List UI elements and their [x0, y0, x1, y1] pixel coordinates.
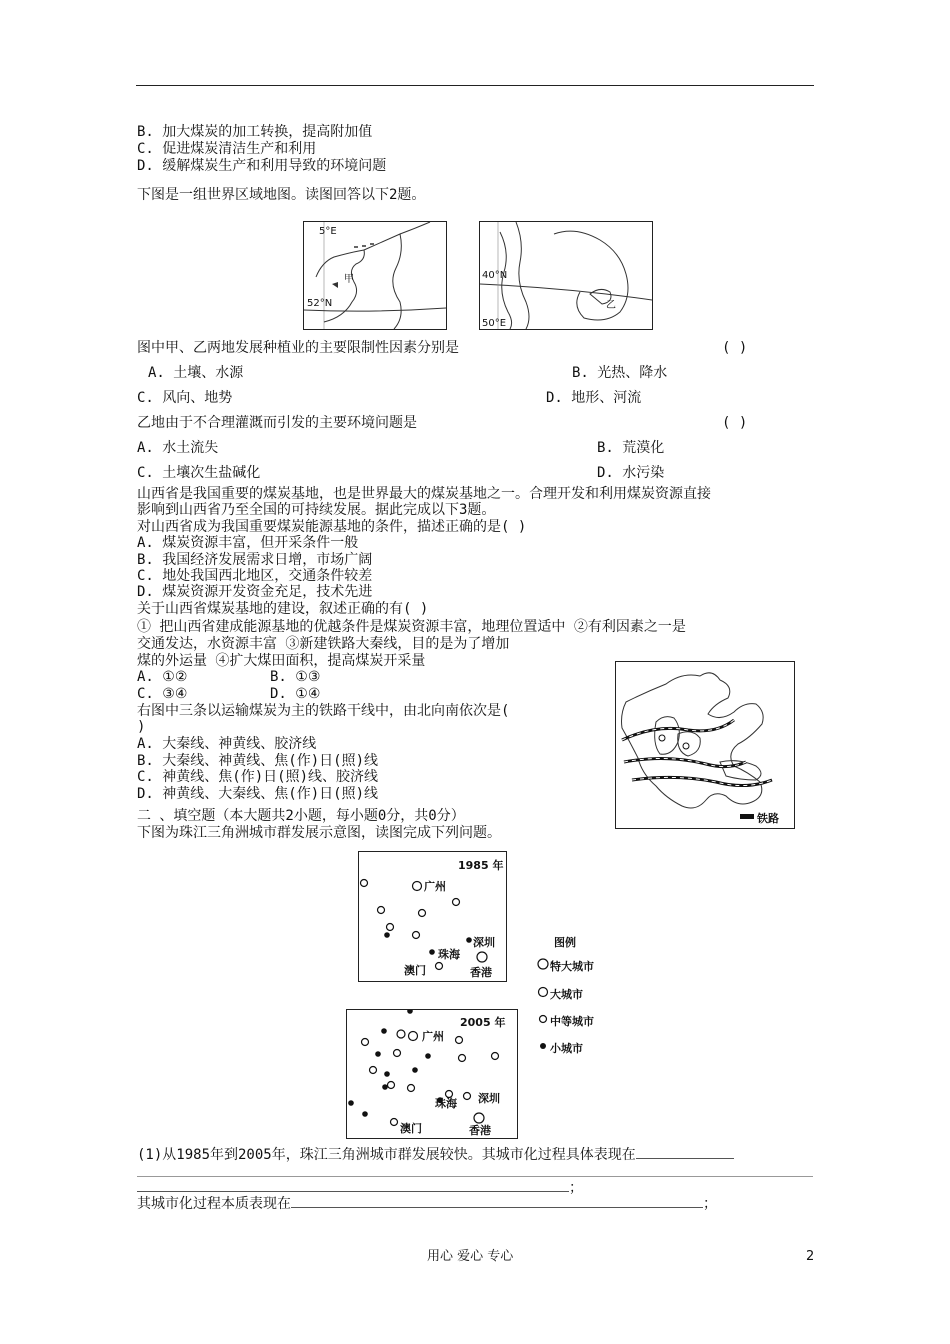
q5-stem-close: ) [137, 719, 146, 735]
q3-option-c: C. 地处我国西北地区，交通条件较差 [137, 568, 373, 584]
prd-legend [534, 930, 624, 1060]
answer-blank-3[interactable] [291, 1195, 703, 1208]
prd-map-2005 [346, 1009, 518, 1139]
prd-1985-macau: 澳门 [404, 964, 426, 977]
q2-paren: ( ) [722, 415, 748, 431]
map-right-lon: 50°E [482, 318, 507, 329]
q5-option-c: C. 神黄线、焦(作)日(照)线、胶济线 [137, 769, 379, 785]
q3-option-a: A. 煤炭资源丰富，但开采条件一般 [137, 535, 359, 551]
q4-stem: 关于山西省煤炭基地的建设，叙述正确的有( ) [137, 601, 429, 617]
q4-option-c: C. ③④ [137, 686, 188, 702]
map-right-label: 乙 [606, 300, 616, 311]
q5-option-b: B. 大秦线、神黄线、焦(作)日(照)线 [137, 753, 379, 769]
option-d: D. 缓解煤炭生产和利用导致的环境问题 [137, 158, 387, 174]
prd-2005-hongkong: 香港 [469, 1124, 491, 1137]
q4-option-a: A. ①② [137, 669, 188, 685]
q2-option-b: B. 荒漠化 [597, 440, 665, 456]
q4-line-2: 交通发达，水资源丰富 ③新建铁路大秦线，目的是为了增加 [137, 636, 510, 652]
option-b: B. 加大煤炭的加工转换，提高附加值 [137, 124, 373, 140]
q2-stem: 乙地由于不合理灌溉而引发的主要环境问题是 [137, 415, 417, 431]
q1-option-d: D. 地形、河流 [546, 390, 642, 406]
legend-mega-city: 特大城市 [550, 960, 594, 973]
map-left-label: 甲 [344, 274, 354, 285]
fill-question-2-text: 其城市化过程本质表现在 [137, 1196, 291, 1212]
legend-title: 图例 [554, 936, 576, 949]
prd-1985-year: 1985 年 [458, 859, 504, 872]
q1-option-b: B. 光热、降水 [572, 365, 668, 381]
q1-option-a: A. 土壤、水源 [148, 365, 244, 381]
q5-stem: 右图中三条以运输煤炭为主的铁路干线中，由北向南依次是( [137, 703, 510, 719]
q3-option-d: D. 煤炭资源开发资金充足，技术先进 [137, 584, 373, 600]
prd-1985-zhuhai: 珠海 [438, 948, 460, 961]
legend-large-city: 大城市 [550, 988, 583, 1001]
fill-question-1-text: (1)从1985年到2005年，珠江三角洲城市群发展较快。其城市化过程具体表现在 [137, 1147, 636, 1163]
prd-2005-zhuhai: 珠海 [435, 1097, 457, 1110]
fill-question-2 [137, 1195, 717, 1212]
q5-option-a: A. 大秦线、神黄线、胶济线 [137, 736, 317, 752]
semicolon-1: ； [569, 1180, 583, 1196]
map-left-lon: 5°E [319, 226, 337, 237]
prd-2005-year: 2005 年 [460, 1016, 506, 1029]
q2-option-d: D. 水污染 [597, 465, 665, 481]
railway-map [615, 661, 795, 829]
map-right-central-asia [479, 221, 653, 330]
answer-blank-1[interactable] [636, 1146, 734, 1159]
q4-option-d: D. ①④ [270, 686, 321, 702]
railway-legend-label: 铁路 [757, 812, 779, 825]
section-2-heading: 二 、填空题（本大题共2小题，每小题0分，共0分） [137, 808, 465, 824]
q2-option-c: C. 土壤次生盐碱化 [137, 465, 261, 481]
header-rule [136, 85, 814, 86]
prd-1985-shenzhen: 深圳 [473, 936, 495, 949]
option-c: C. 促进煤炭清洁生产和利用 [137, 141, 317, 157]
q4-line-1: ① 把山西省建成能源基地的优越条件是煤炭资源丰富，地理位置适中 ②有利因素之一是 [137, 619, 686, 635]
footer-slogan: 用心 爱心 专心 [427, 1249, 514, 1264]
q2-option-a: A. 水土流失 [137, 440, 219, 456]
q4-line-3: 煤的外运量 ④扩大煤田面积，提高煤炭开采量 [137, 653, 426, 669]
maps-intro: 下图是一组世界区域地图。读图回答以下2题。 [137, 187, 426, 203]
prd-1985-hongkong: 香港 [470, 966, 492, 979]
q3-option-b: B. 我国经济发展需求日增，市场广阔 [137, 552, 373, 568]
fill-line-2 [137, 1179, 583, 1196]
q3-stem: 对山西省成为我国重要煤炭能源基地的条件，描述正确的是( ) [137, 519, 527, 535]
map-left-netherlands [303, 221, 447, 330]
legend-small-city: 小城市 [550, 1042, 583, 1055]
semicolon-2: ； [703, 1196, 717, 1212]
prd-2005-macau: 澳门 [400, 1122, 422, 1135]
legend-medium-city: 中等城市 [550, 1015, 594, 1028]
prd-2005-shenzhen: 深圳 [478, 1092, 500, 1105]
q5-option-d: D. 神黄线、大秦线、焦(作)日(照)线 [137, 786, 379, 802]
fill-question-1 [137, 1146, 734, 1163]
prd-intro: 下图为珠江三角洲城市群发展示意图，读图完成下列问题。 [137, 825, 501, 841]
q1-paren: ( ) [722, 340, 748, 356]
prd-1985-guangzhou: 广州 [424, 880, 446, 893]
q1-option-c: C. 风向、地势 [137, 390, 233, 406]
q4-option-b: B. ①③ [270, 669, 321, 685]
prd-map-1985 [358, 851, 507, 982]
page-number: 2 [806, 1249, 815, 1264]
answer-blank-2[interactable] [137, 1179, 569, 1192]
shanxi-intro-1: 山西省是我国重要的煤炭基地，也是世界最大的煤炭基地之一。合理开发和利用煤炭资源直接 [137, 486, 711, 502]
shanxi-intro-2: 影响到山西省乃至全国的可持续发展。据此完成以下3题。 [137, 502, 496, 518]
map-left-lat: 52°N [307, 298, 333, 309]
q1-stem: 图中甲、乙两地发展种植业的主要限制性因素分别是 [137, 340, 459, 356]
prd-2005-guangzhou: 广州 [422, 1030, 444, 1043]
map-right-lat: 40°N [482, 270, 508, 281]
answer-line-2[interactable] [137, 1176, 813, 1177]
